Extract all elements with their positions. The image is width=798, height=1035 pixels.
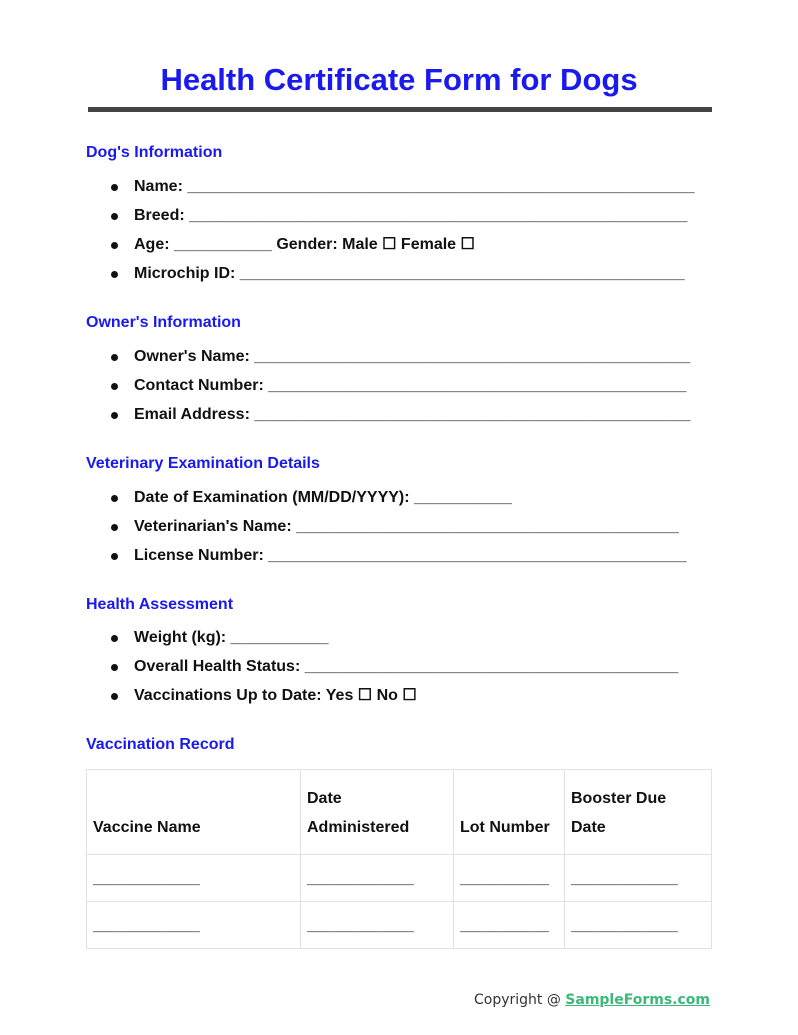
table-row <box>87 855 712 902</box>
email-field[interactable]: Email Address: _________________________________________________ <box>86 400 690 429</box>
copyright-footer <box>474 992 710 1008</box>
health-assessment-list <box>86 623 678 710</box>
owner-name-field[interactable]: Owner's Name: _________________________________________________ <box>86 342 690 371</box>
license-field[interactable]: License Number: _______________________________________________ <box>86 541 686 570</box>
cell-booster-due-date[interactable]: ____________ <box>565 902 712 949</box>
copyright-text: Copyright @ <box>473 992 566 1008</box>
section-heading-dog-info: Dog's Information <box>86 144 223 161</box>
cell-lot-number[interactable]: __________ <box>454 902 565 949</box>
header-date-administered: Date Administered <box>301 770 454 855</box>
contact-number-field[interactable]: Contact Number: _______________________________________________ <box>86 371 690 400</box>
sampleforms-link[interactable]: SampleForms.com <box>565 992 710 1008</box>
section-heading-vet-exam: Veterinary Examination Details <box>86 455 320 472</box>
vet-name-field[interactable]: Veterinarian's Name: ___________________________________________ <box>86 512 686 541</box>
cell-vaccine-name[interactable]: ____________ <box>87 902 301 949</box>
cell-vaccine-name[interactable]: ____________ <box>87 855 301 902</box>
microchip-field[interactable]: Microchip ID: __________________________________________________ <box>86 259 695 288</box>
cell-date-administered[interactable]: ____________ <box>301 855 454 902</box>
weight-field[interactable]: Weight (kg): ___________ <box>86 623 678 652</box>
header-booster-due-date: Booster Due Date <box>565 770 712 855</box>
section-heading-owner-info: Owner's Information <box>86 314 241 331</box>
name-field[interactable]: Name: _________________________________________________________ <box>86 172 695 201</box>
cell-lot-number[interactable]: __________ <box>454 855 565 902</box>
age-gender-field[interactable]: Age: ___________ Gender: Male ☐ Female ☐ <box>86 230 695 259</box>
vaccination-table <box>86 769 712 949</box>
dog-info-list <box>86 172 695 288</box>
title-divider <box>88 107 712 112</box>
header-vaccine-name: Vaccine Name <box>87 770 301 855</box>
vaccinations-field[interactable]: Vaccinations Up to Date: Yes ☐ No ☐ <box>86 681 678 710</box>
breed-field[interactable]: Breed: ________________________________________________________ <box>86 201 695 230</box>
header-lot-number: Lot Number <box>454 770 565 855</box>
cell-booster-due-date[interactable]: ____________ <box>565 855 712 902</box>
page-title: Health Certificate Form for Dogs <box>160 62 638 97</box>
section-heading-health-assessment: Health Assessment <box>86 596 234 613</box>
exam-date-field[interactable]: Date of Examination (MM/DD/YYYY): ___________ <box>86 483 686 512</box>
health-status-field[interactable]: Overall Health Status: __________________________________________ <box>86 652 678 681</box>
owner-info-list <box>86 342 690 429</box>
table-row <box>87 902 712 949</box>
section-heading-vaccination-record: Vaccination Record <box>86 736 235 753</box>
cell-date-administered[interactable]: ____________ <box>301 902 454 949</box>
table-header-row <box>87 770 712 855</box>
vet-exam-list <box>86 483 686 570</box>
